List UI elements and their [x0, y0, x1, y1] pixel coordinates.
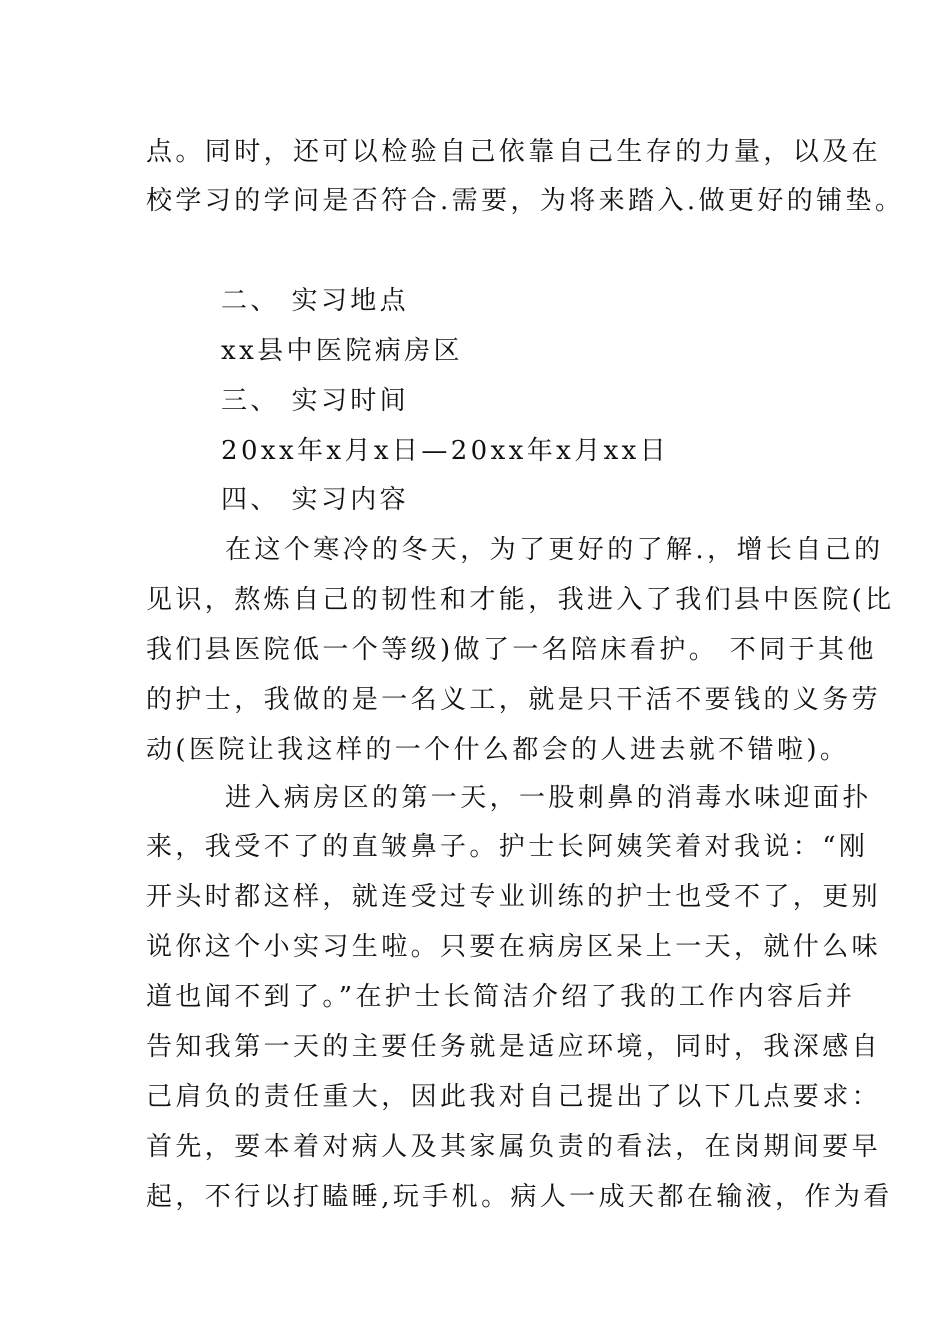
text-line: 见识，熬炼自己的韧性和才能，我进入了我们县中医院(比	[146, 585, 895, 615]
text-line: 来，我受不了的直皱鼻子。护士长阿姨笑着对我说：“刚	[146, 832, 869, 862]
text-line: 起，不行以打瞌睡,玩手机。病人一成天都在输液，作为看	[146, 1182, 893, 1212]
text-line: 道也闻不到了。”在护士长简洁介绍了我的工作内容后并	[146, 982, 856, 1012]
text-line: xx县中医院病房区	[221, 336, 463, 366]
text-line: 进入病房区的第一天，一股刺鼻的消毒水味迎面扑	[225, 783, 872, 813]
text-line: 说你这个小实习生啦。只要在病房区呆上一天，就什么味	[146, 932, 882, 962]
text-line: 开头时都这样，就连受过专业训练的护士也受不了，更别	[146, 882, 882, 912]
text-line: 的护士，我做的是一名义工，就是只干活不要钱的义务劳	[146, 685, 882, 715]
text-line: 校学习的学问是否符合.需要，为将来踏入.做更好的铺垫。	[146, 186, 905, 216]
text-line: 20xx年x月x日—20xx年x月xx日	[221, 436, 670, 466]
text-line: 在这个寒冷的冬天，为了更好的了解.，增长自己的	[225, 535, 884, 565]
section-heading-time: 三、 实习时间	[221, 386, 410, 416]
text-line: 点。同时，还可以检验自己依靠自己生存的力量，以及在	[146, 137, 882, 167]
text-line: 己肩负的责任重大，因此我对自己提出了以下几点要求：	[146, 1082, 882, 1112]
section-heading-location: 二、 实习地点	[221, 286, 410, 316]
section-heading-content: 四、 实习内容	[221, 485, 410, 515]
text-line: 首先，要本着对病人及其家属负责的看法，在岗期间要早	[146, 1132, 882, 1162]
text-line: 我们县医院低一个等级)做了一名陪床看护。 不同于其他	[146, 635, 877, 665]
text-line: 告知我第一天的主要任务就是适应环境，同时，我深感自	[146, 1032, 882, 1062]
text-line: 动(医院让我这样的一个什么都会的人进去就不错啦)。	[146, 735, 850, 765]
